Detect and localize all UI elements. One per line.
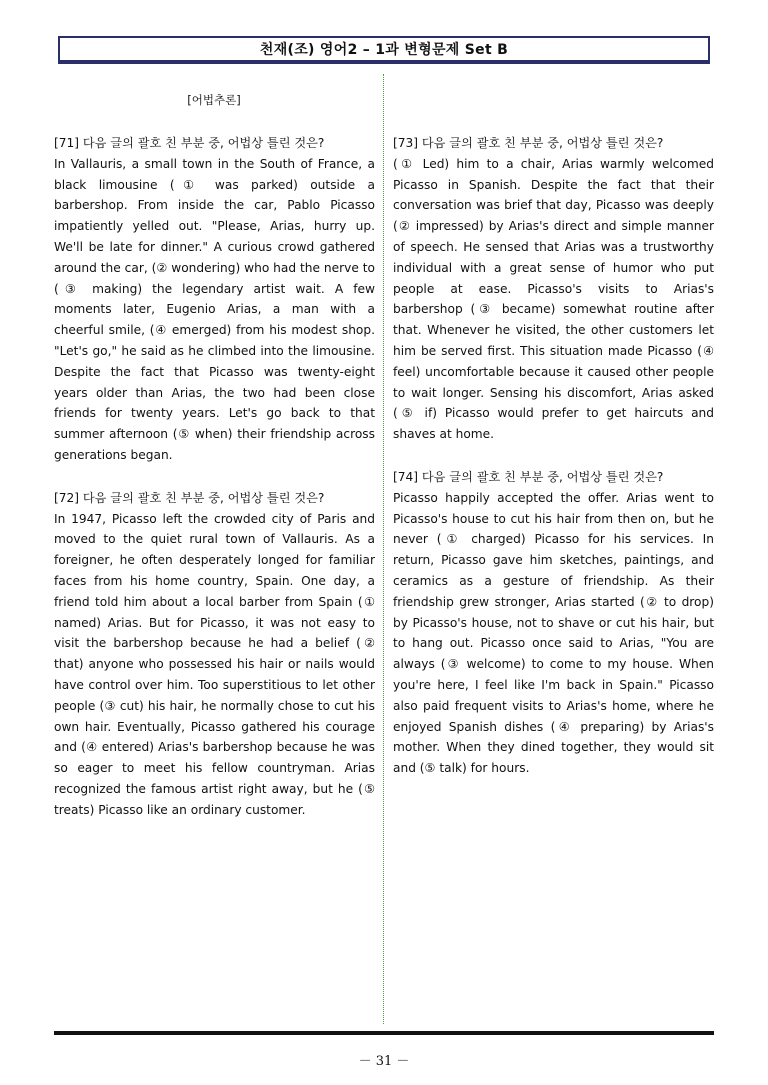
header-title: 천재(조) 영어2 – 1과 변형문제 Set B bbox=[259, 42, 509, 58]
question-title: [74] 다음 글의 괄호 친 부분 중, 어법상 틀린 것은? bbox=[393, 469, 664, 484]
column-divider bbox=[383, 74, 384, 1024]
question-71 bbox=[54, 133, 375, 466]
question-73 bbox=[393, 133, 714, 445]
question-title: [72] 다음 글의 괄호 친 부분 중, 어법상 틀린 것은? bbox=[54, 490, 325, 505]
page-number: － 31 － bbox=[358, 1054, 410, 1069]
left-column bbox=[54, 133, 375, 832]
question-passage: In Vallauris, a small town in the South of France, a black limousine (① was parked) outside a barbershop. From inside the car, Pablo Picasso impatiently yelled out. "Please, Arias, hurry up. We'll be late for dinner." A curious crowd gathered around the car, (② wondering) who had the nerve to (③ making) the legendary artist wait. A few moments later, Eugenio Arias, a man with a cheerful smile, (④ emerged) from his modest shop. "Let's go," he said as he climbed into the limousine. Despite the fact that Picasso was twenty-eight years older than Arias, the two had been close friends for twenty years. Let's go back to that summer afternoon (⑤ when) their friendship across generations began. bbox=[54, 156, 375, 462]
right-column bbox=[393, 133, 714, 790]
question-74 bbox=[393, 467, 714, 779]
question-title: [73] 다음 글의 괄호 친 부분 중, 어법상 틀린 것은? bbox=[393, 136, 664, 150]
footer-rule bbox=[54, 1031, 714, 1035]
question-72 bbox=[54, 488, 375, 821]
question-passage: (① Led) him to a chair, Arias warmly welcomed Picasso in Spanish. Despite the fact that their conversation was brief that day, Picasso was deeply (② impressed) by Arias's direct and simple manner of speech. He sensed that Arias was a trustworthy individual with a great sense of humor who put people at ease. Picasso's visits to Arias's barbershop (③ became) somewhat routine after that. Whenever he visited, the other customers let him be served first. This situation made Picasso (④ feel) uncomfortable because it caused other people to wait longer. Sensing his discomfort, Arias asked (⑤ if) Picasso would prefer to get haircuts and shaves at home. bbox=[393, 156, 714, 442]
question-title: [71] 다음 글의 괄호 친 부분 중, 어법상 틀린 것은? bbox=[54, 136, 325, 150]
section-label: [어법추론] bbox=[187, 93, 241, 107]
question-passage: In 1947, Picasso left the crowded city of Paris and moved to the quiet rural town of Vallauris. As a foreigner, he often desperately longed for familiar faces from his home country, Spain. One day, a friend told him about a local barber from Spain (① named) Arias. But for Picasso, it was not easy to visit the barbershop because he had a belief (② that) anyone who possessed his hair or nails would have control over him. Too superstitious to let other people (③ cut) his hair, he normally chose to cut his own hair. Eventually, Picasso gathered his courage and (④ entered) Arias's barbershop because he was so eager to meet his fellow countryman. Arias recognized the famous artist right away, but he (⑤ treats) Picasso like an ordinary customer. bbox=[54, 511, 375, 817]
question-passage: Picasso happily accepted the offer. Arias went to Picasso's house to cut his hair from then on, but he never (① charged) Picasso for his services. In return, Picasso gave him sketches, paintings, and ceramics as a gesture of friendship. As their friendship grew stronger, Arias started (② to drop) by Picasso's house, not to shave or cut his hair, but to hang out. Picasso once said to Arias, "You are always (③ welcome) to come to my house. When you're here, I feel like I'm back in Spain." Picasso also paid frequent visits to Arias's home, where he enjoyed Spanish dishes (④ preparing) by Arias's mother. When they dined together, they would sit and (⑤ talk) for hours. bbox=[393, 490, 714, 776]
page-header bbox=[58, 36, 710, 64]
